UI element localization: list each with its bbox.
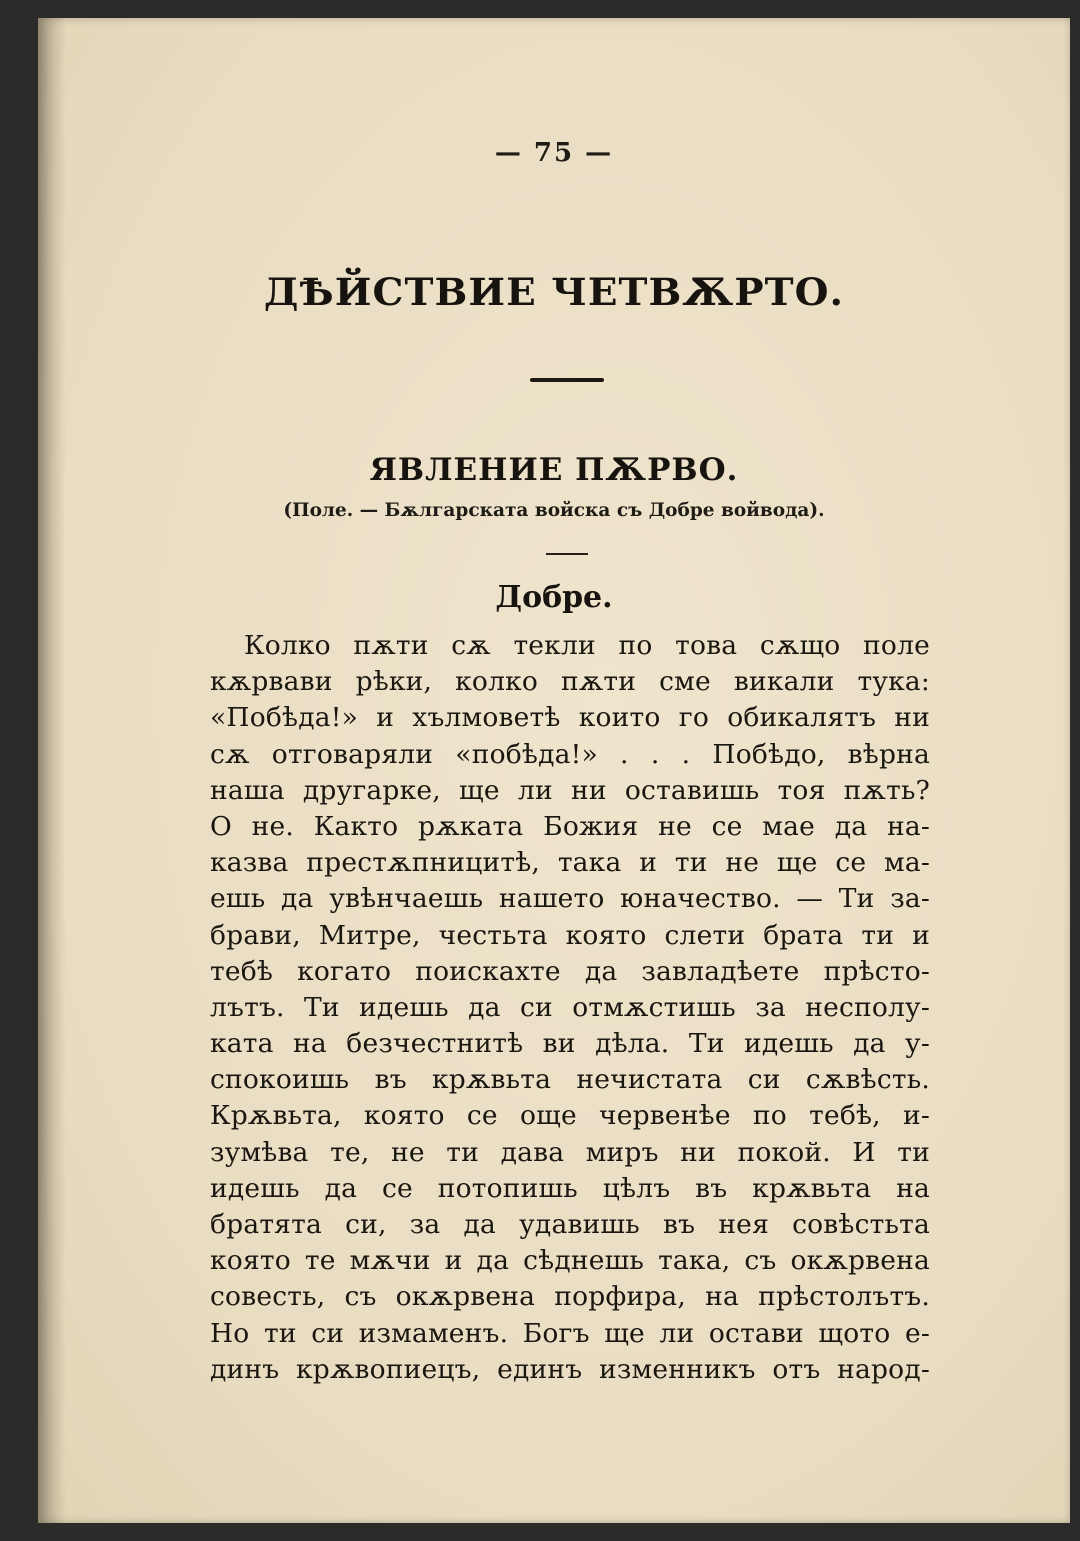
stage-direction: (Поле. — Бѫлгарската войска съ Добре войвода). <box>283 500 825 521</box>
text-line: наша другарке, ще ли ни оставишь тоя пѫть? <box>210 774 930 806</box>
text-line: спокоишь въ крѫвьта нечистата си сѫвѣсть. <box>210 1064 930 1096</box>
speaker-name: Добре. <box>495 580 613 615</box>
text-line: която те мѫчи и да сѣднешь така, съ окѫрвена <box>210 1245 930 1277</box>
text-line: братята си, за да удавишь въ нея совѣстьта <box>210 1209 930 1240</box>
text-line: Крѫвьта, която се още червенѣе по тебѣ, и- <box>210 1100 930 1132</box>
text-line: казва престѫпницитѣ, така и ти не ще се ма- <box>210 847 930 879</box>
short-rule <box>546 553 588 555</box>
dialogue-body <box>210 628 930 1388</box>
text-line: «Побѣда!» и хълмоветѣ които го обикалятъ ни <box>210 702 930 734</box>
text-line: зумѣва те, не ти дава миръ ни покой. И ти <box>210 1136 930 1168</box>
text-line: тебѣ когато поискахте да завладѣете прѣсто- <box>210 955 930 987</box>
text-line: сѫ отговаряли «побѣда!» . . . Побѣдо, вѣрна <box>210 738 930 770</box>
text-line: ешь да увѣнчаешь нашето юначество. — Ти за- <box>210 883 930 915</box>
text-line: брави, Митре, честьта която слети брата ти и <box>210 919 930 951</box>
act-title: ДѢЙСТВИЕ ЧЕТВѪРТО. <box>263 270 845 314</box>
text-line: Но ти си измаменъ. Богъ ще ли остави щото е- <box>210 1317 930 1349</box>
text-line: динъ крѫвопиецъ, единъ изменникъ отъ народ- <box>210 1353 930 1385</box>
scene-title: ЯВЛЕНИЕ ПѪРВО. <box>369 452 739 488</box>
page-gutter-shadow <box>38 18 66 1523</box>
ornamental-rule <box>530 378 604 382</box>
page-number: — 75 — <box>494 138 614 168</box>
book-page <box>38 18 1070 1523</box>
text-line: кѫрвави рѣки, колко пѫти сме викали тука: <box>210 666 930 698</box>
text-line: лътъ. Ти идешь да си отмѫстишь за несполу- <box>210 991 930 1023</box>
text-line: идешь да се потопишь цѣлъ въ крѫвьта на <box>210 1172 930 1204</box>
text-line: О не. Както рѫката Божия не се мае да на- <box>210 810 930 842</box>
text-line: совесть, съ окѫрвена порфира, на прѣстолътъ. <box>210 1281 930 1313</box>
text-line: ката на безчестнитѣ ви дѣла. Ти идешь да у- <box>210 1028 930 1060</box>
text-line: Колко пѫти сѫ текли по това сѫщо поле <box>244 630 930 661</box>
